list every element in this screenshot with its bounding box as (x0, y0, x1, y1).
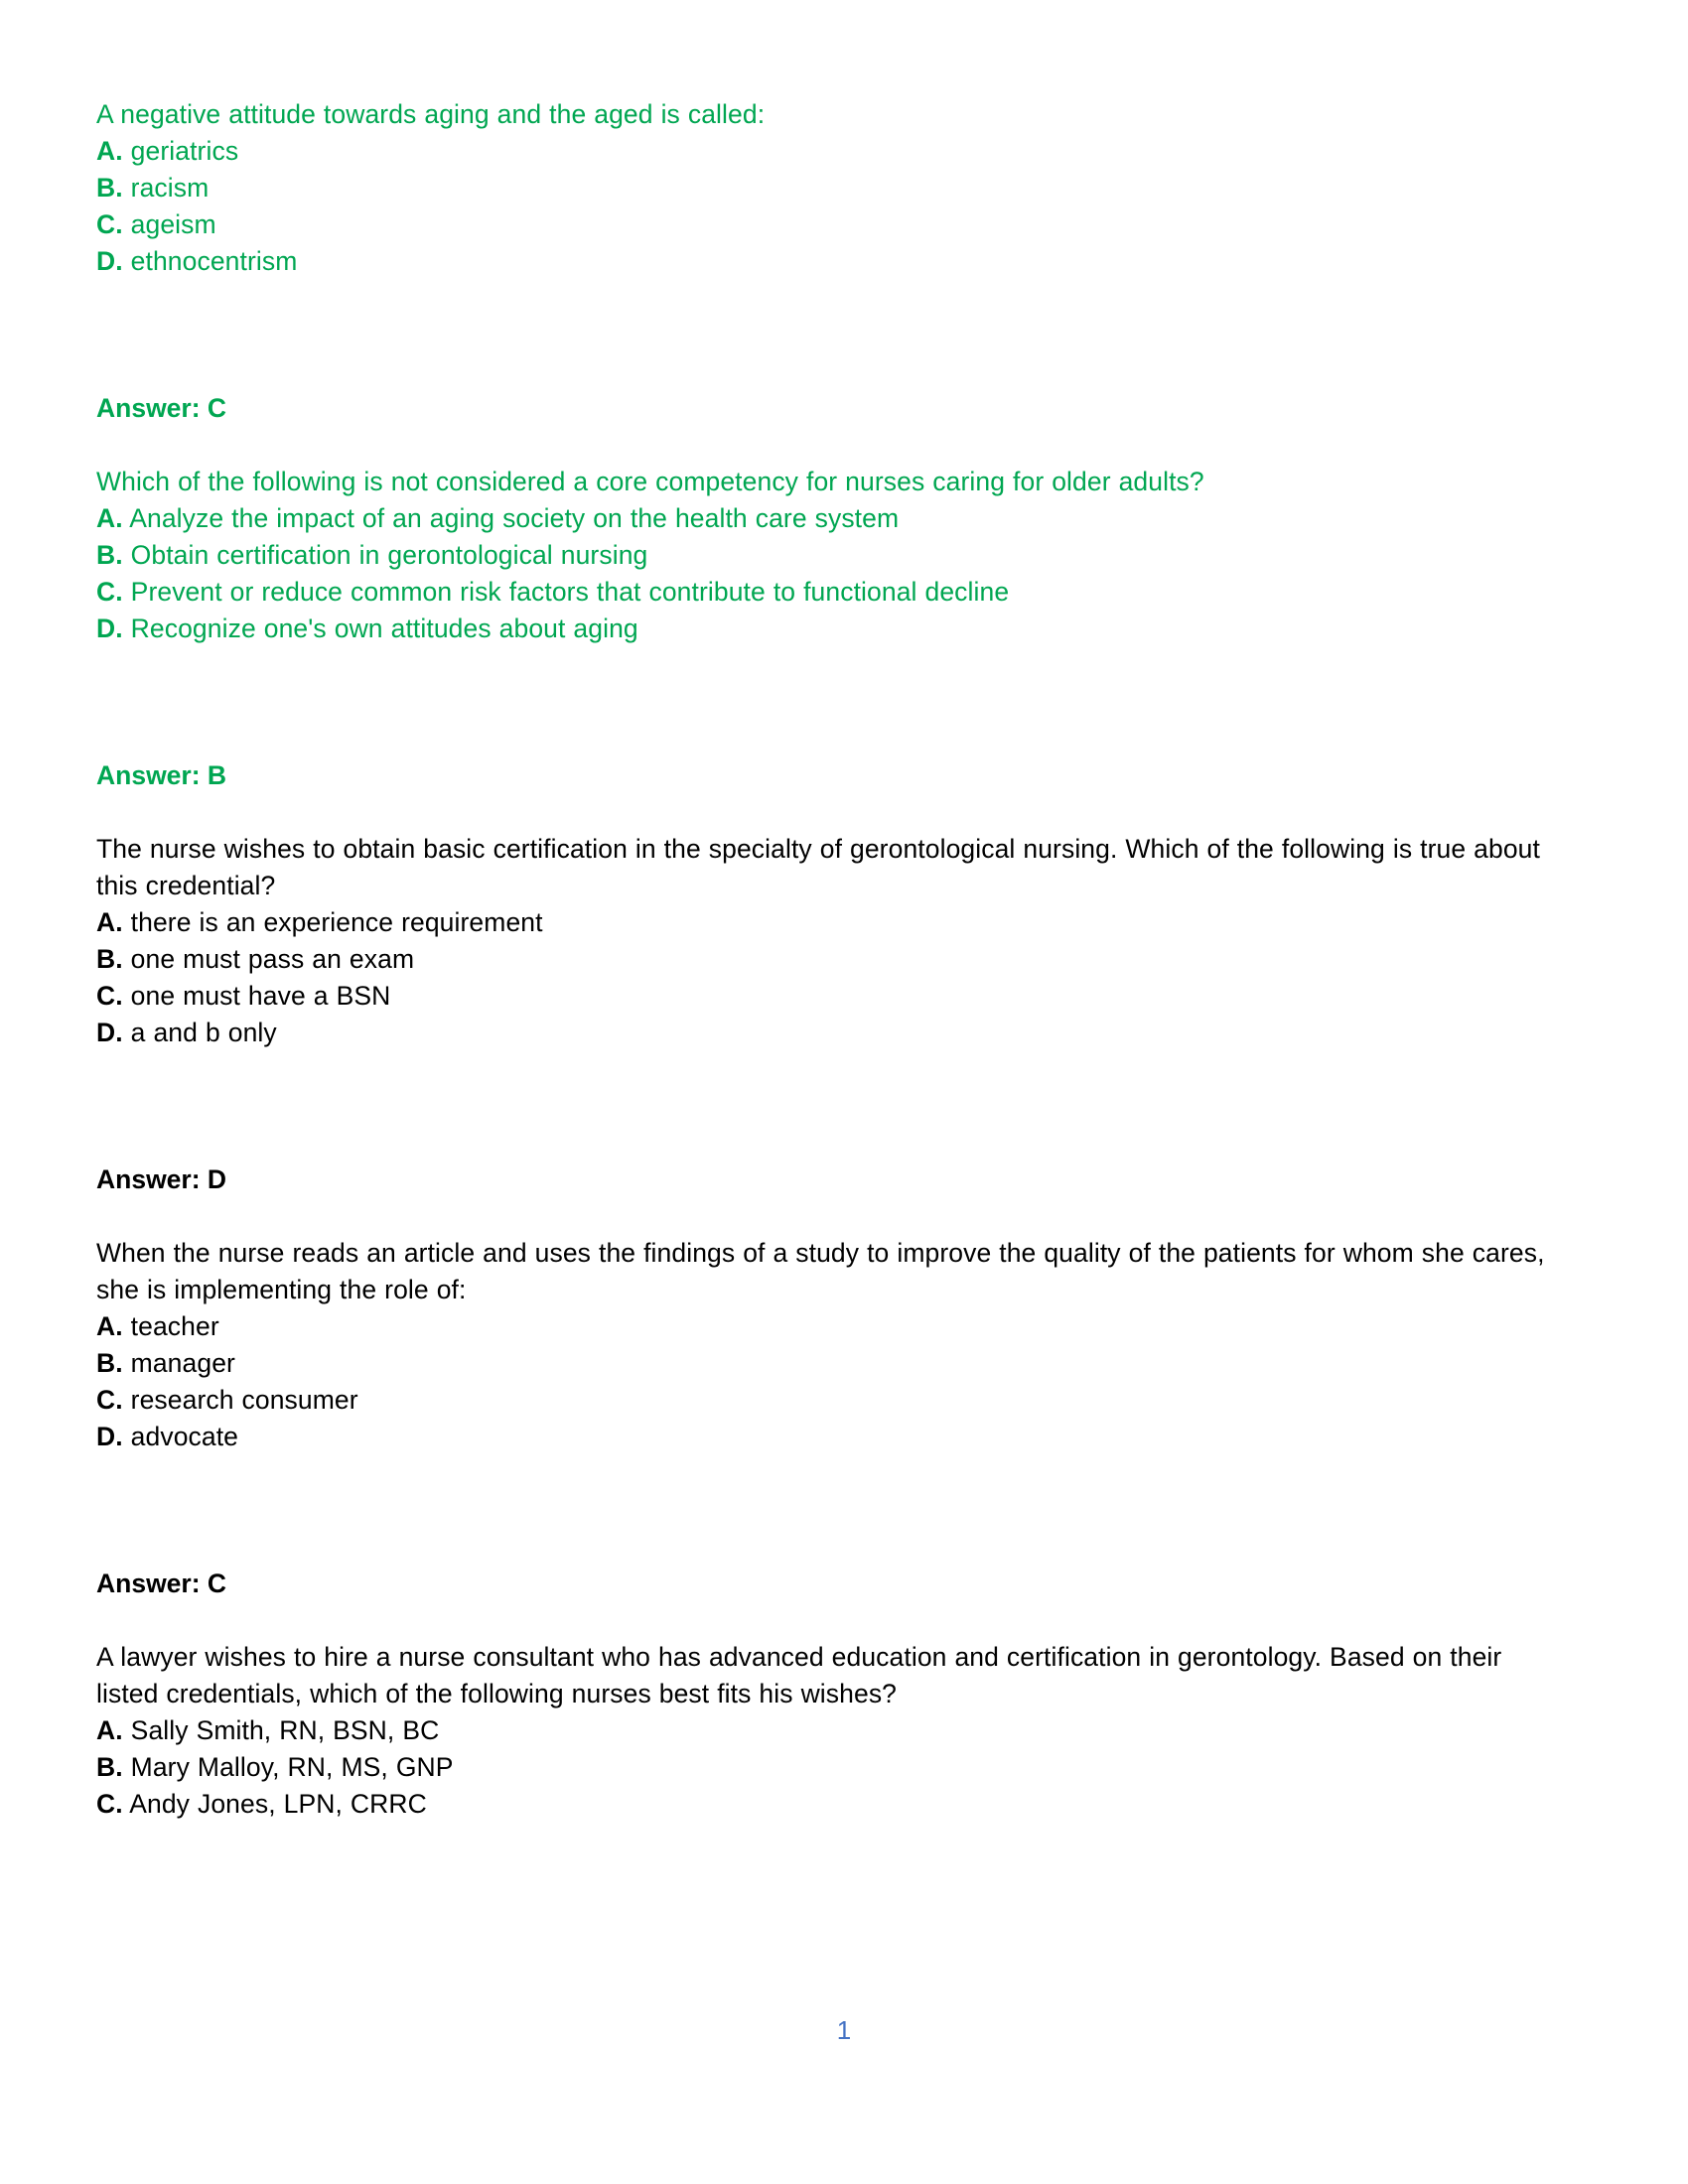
block-spacer (96, 1602, 1556, 1639)
option-letter: A. (96, 907, 123, 937)
option-text: research consumer (130, 1385, 358, 1415)
question-option (96, 1382, 1556, 1419)
question-option (96, 978, 1556, 1015)
option-letter: C. (96, 577, 123, 607)
option-letter: C. (96, 209, 123, 239)
option-text: Analyze the impact of an aging society on the health care system (129, 503, 900, 533)
question-stem: The nurse wishes to obtain basic certification in the specialty of gerontological nursing. Which of the following is true about this credential? (96, 834, 1540, 900)
question-option (96, 537, 1556, 574)
question-option (96, 574, 1556, 611)
option-letter: B. (96, 540, 123, 570)
option-letter: D. (96, 246, 123, 276)
answer-line-3: Answer: D (96, 1164, 227, 1194)
answer-line-4: Answer: C (96, 1569, 227, 1598)
question-option (96, 941, 1556, 978)
option-text: Mary Malloy, RN, MS, GNP (130, 1752, 454, 1782)
question-stem: A negative attitude towards aging and the aged is called: (96, 99, 766, 129)
block-spacer (96, 1051, 1556, 1161)
block-spacer (96, 1198, 1556, 1235)
question-block-5 (96, 1639, 1556, 1823)
option-letter: D. (96, 1422, 123, 1451)
page-number: 1 (836, 2015, 852, 2045)
question-option (96, 1419, 1556, 1455)
question-option (96, 206, 1556, 243)
option-text: teacher (130, 1311, 219, 1341)
option-text: Sally Smith, RN, BSN, BC (130, 1715, 440, 1745)
option-letter: D. (96, 614, 123, 643)
option-text: Andy Jones, LPN, CRRC (129, 1789, 427, 1819)
question-option (96, 243, 1556, 280)
question-option (96, 1345, 1556, 1382)
block-spacer (96, 280, 1556, 390)
question-option (96, 1749, 1556, 1786)
option-letter: B. (96, 173, 123, 203)
option-letter: A. (96, 136, 123, 166)
option-text: one must pass an exam (130, 944, 415, 974)
option-letter: C. (96, 1385, 123, 1415)
option-letter: A. (96, 503, 123, 533)
question-option (96, 611, 1556, 647)
option-text: a and b only (130, 1018, 277, 1047)
question-block-2 (96, 464, 1556, 647)
question-option (96, 133, 1556, 170)
question-stem: A lawyer wishes to hire a nurse consultant who has advanced education and certification in gerontology. Based on their listed credentials, which of the following nurses best fits his wishes? (96, 1642, 1502, 1708)
question-option (96, 170, 1556, 206)
question-option (96, 904, 1556, 941)
option-letter: C. (96, 1789, 123, 1819)
option-text: geriatrics (130, 136, 239, 166)
question-option (96, 1015, 1556, 1051)
option-letter: B. (96, 1752, 123, 1782)
question-block-1 (96, 96, 1556, 280)
block-spacer (96, 647, 1556, 757)
block-spacer (96, 1455, 1556, 1566)
question-block-3 (96, 831, 1556, 1051)
block-spacer (96, 794, 1556, 831)
option-text: racism (130, 173, 210, 203)
option-text: advocate (130, 1422, 239, 1451)
option-text: there is an experience requirement (130, 907, 543, 937)
option-letter: A. (96, 1311, 123, 1341)
option-text: manager (130, 1348, 235, 1378)
block-spacer (96, 427, 1556, 464)
option-text: Prevent or reduce common risk factors that contribute to functional decline (130, 577, 1010, 607)
question-option (96, 1786, 1556, 1823)
question-stem: Which of the following is not considered a core competency for nurses caring for older adults? (96, 467, 1204, 496)
document-body (96, 96, 1556, 1823)
option-letter: A. (96, 1715, 123, 1745)
answer-line-1: Answer: C (96, 393, 227, 423)
option-text: ethnocentrism (130, 246, 298, 276)
option-letter: B. (96, 944, 123, 974)
option-text: one must have a BSN (130, 981, 391, 1011)
question-option (96, 1712, 1556, 1749)
answer-line-2: Answer: B (96, 760, 227, 790)
question-option (96, 1308, 1556, 1345)
option-text: Obtain certification in gerontological nursing (130, 540, 648, 570)
option-letter: C. (96, 981, 123, 1011)
question-option (96, 500, 1556, 537)
option-text: Recognize one's own attitudes about aging (130, 614, 638, 643)
option-letter: B. (96, 1348, 123, 1378)
question-block-4 (96, 1235, 1556, 1455)
question-stem: When the nurse reads an article and uses the findings of a study to improve the quality of the patients for whom she cares, she is implementing the role of: (96, 1238, 1545, 1304)
option-text: ageism (130, 209, 216, 239)
option-letter: D. (96, 1018, 123, 1047)
